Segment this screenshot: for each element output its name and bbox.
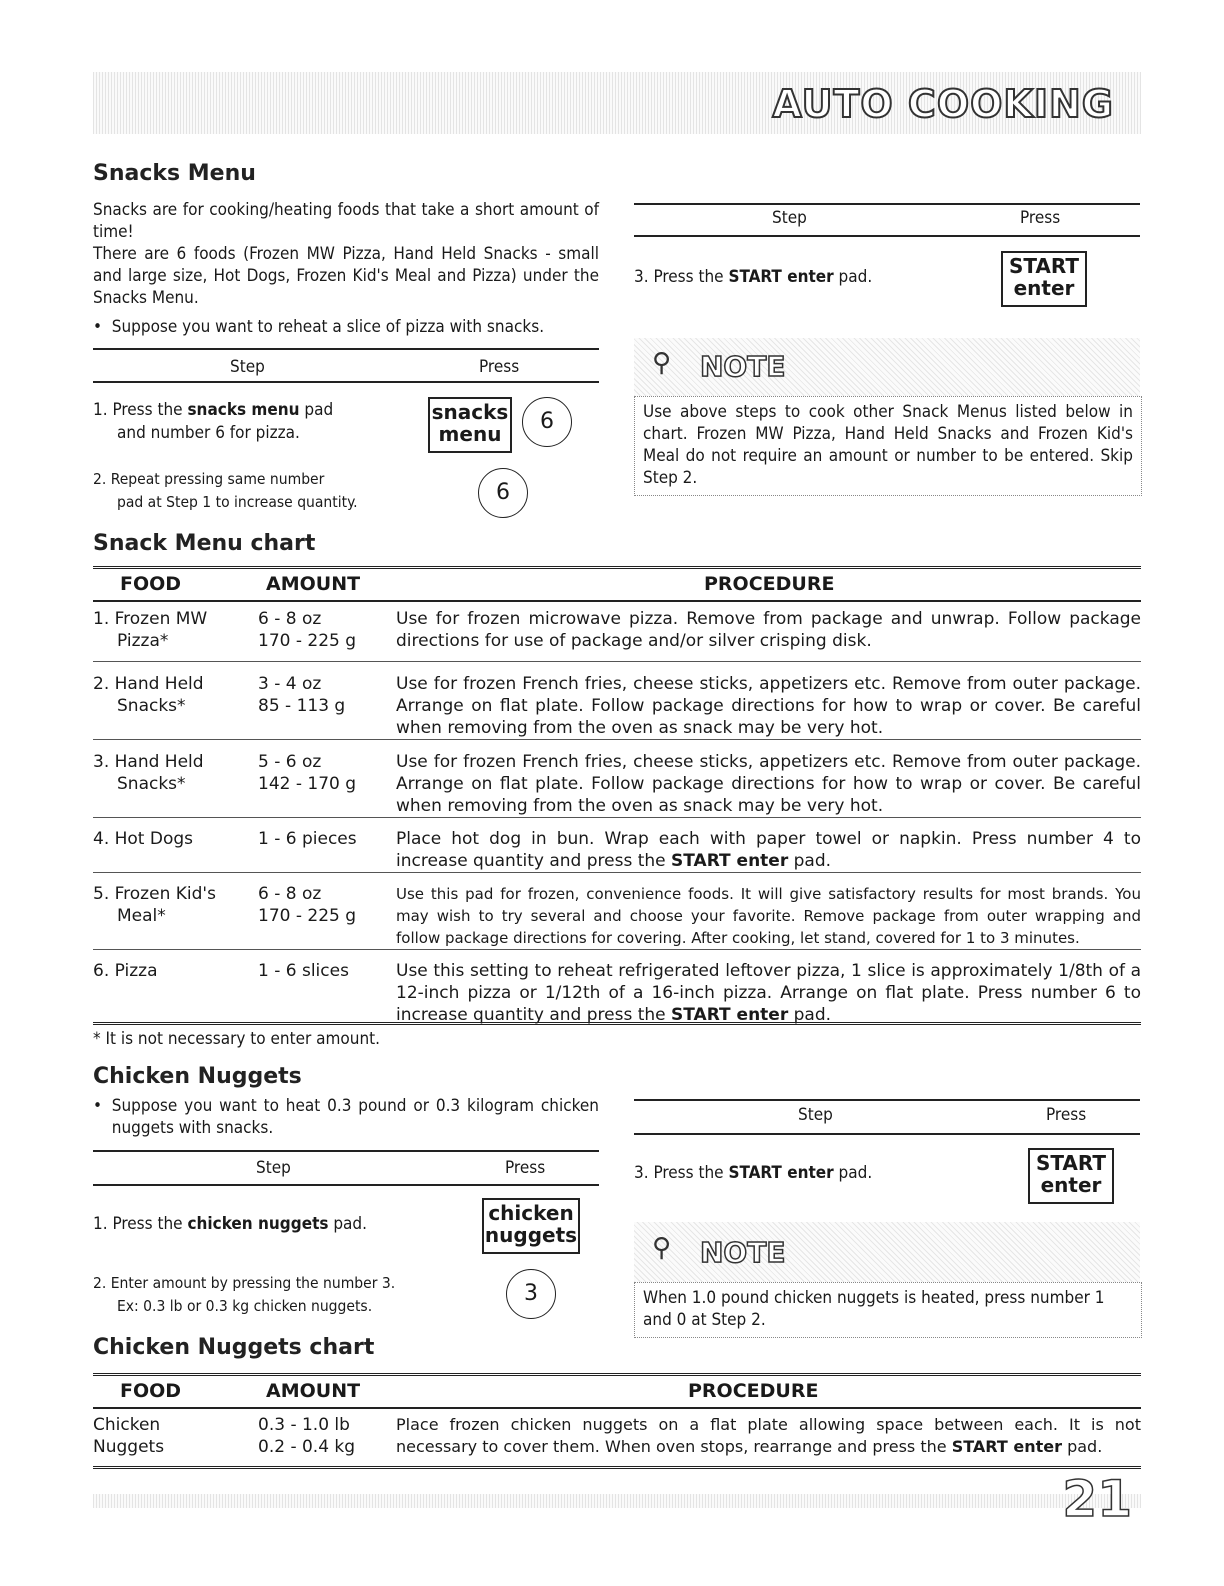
number-6-key[interactable]: 6 [478, 468, 528, 518]
step-bold: START enter [728, 1163, 834, 1183]
food-cell [93, 873, 258, 950]
step-text: pad [299, 400, 334, 420]
key-label: enter [1040, 1173, 1102, 1197]
pushpin-icon: ⚲ [652, 1233, 672, 1263]
snacks-menu-key[interactable] [428, 397, 512, 453]
rule [93, 600, 1141, 602]
amount-cell [258, 1414, 396, 1458]
col-amount: AMOUNT [266, 573, 361, 595]
rule [634, 203, 1140, 205]
procedure-text: pad. [1061, 1437, 1103, 1456]
amount-line: 142 - 170 g [258, 774, 357, 794]
rule [93, 1407, 1141, 1409]
table-row [93, 1414, 1141, 1458]
procedure-bold: START enter [671, 1005, 789, 1025]
amount-cell: 1 - 6 pieces [258, 829, 357, 849]
rule [634, 1133, 1140, 1135]
food-line: Snacks* [117, 774, 186, 794]
procedure-cell [396, 950, 1141, 1027]
step-bold: snacks menu [187, 400, 300, 420]
page-number: 21 [1062, 1470, 1132, 1528]
procedure-cell [396, 1414, 1141, 1458]
snacks-foods: There are 6 foods (Frozen MW Pizza, Hand Held Snacks - small and large size, Hot Dogs, Frozen Kid's Meal and Pizza) under the Snacks Menu. [93, 244, 599, 308]
nuggets-heading: Chicken Nuggets [93, 1064, 302, 1089]
step-text: pad. [328, 1214, 367, 1234]
key-label: snacks [431, 400, 509, 424]
snacks-intro: Snacks are for cooking/heating foods that take a short amount of time! [93, 200, 599, 242]
number-6-key[interactable]: 6 [522, 397, 572, 447]
food-line: Meal* [117, 906, 166, 926]
step-text: pad. [833, 267, 873, 287]
note-title: NOTE [700, 1236, 786, 1269]
rule [93, 1373, 1141, 1376]
rule [634, 235, 1140, 237]
amount-cell [258, 740, 396, 818]
food-line: Nuggets [93, 1437, 165, 1457]
chicken-nuggets-key[interactable] [482, 1198, 580, 1254]
amount-line: 6 - 8 oz [258, 609, 322, 629]
table-row [93, 873, 1141, 950]
key-label: chicken [488, 1201, 574, 1225]
step-text: 1. Press the [93, 1214, 188, 1234]
note-title: NOTE [700, 350, 786, 383]
snack-chart-heading: Snack Menu chart [93, 531, 316, 556]
food-line: 2. Hand Held [93, 674, 204, 694]
rule [93, 1022, 1141, 1025]
step-text: 1. Press the [93, 400, 188, 420]
rule [93, 381, 599, 383]
procedure-bold: START enter [951, 1437, 1062, 1456]
amount-line: 170 - 225 g [258, 631, 357, 651]
nugget-chart-heading: Chicken Nuggets chart [93, 1335, 375, 1360]
table-row [93, 818, 1141, 873]
nuggets-suppose-item [93, 1095, 599, 1139]
snacks-suppose-item [93, 316, 599, 338]
key-label: START [1008, 254, 1080, 278]
pushpin-icon: ⚲ [652, 348, 672, 378]
step-bold: START enter [728, 267, 834, 287]
step-label: Step [772, 208, 807, 228]
key-label: START [1035, 1151, 1107, 1175]
press-label: Press [479, 357, 520, 377]
procedure-text: pad. [788, 851, 832, 871]
procedure-cell [396, 818, 1141, 873]
food-cell [93, 1414, 258, 1458]
amount-cell [258, 873, 396, 950]
nuggets-suppose: Suppose you want to heat 0.3 pound or 0.3 kilogram chicken nuggets with snacks. [111, 1096, 599, 1138]
snacks-heading: Snacks Menu [93, 161, 256, 186]
nuggets-step1 [93, 1213, 367, 1235]
procedure-text: pad. [788, 1005, 832, 1025]
procedure-text: Place hot dog in bun. Wrap each with paper towel or napkin. Press number 4 to increase quantity and press the [396, 829, 1141, 871]
col-procedure: PROCEDURE [688, 1380, 819, 1402]
amount-cell: 1 - 6 slices [258, 961, 349, 981]
key-label: menu [438, 422, 502, 446]
table-row [93, 950, 1141, 1027]
rule [634, 1099, 1140, 1101]
procedure-cell: Use for frozen French fries, cheese sticks, appetizers etc. Remove from outer package. Arrange on flat plate. Follow package directions for how to wrap or cover. Be careful when removing from the oven as snack may be very hot. [396, 752, 1141, 816]
key-label: enter [1013, 276, 1075, 300]
number-3-key[interactable]: 3 [506, 1269, 556, 1319]
nuggets-step3 [634, 1162, 872, 1184]
col-food: FOOD [120, 573, 182, 595]
rule [93, 566, 1141, 569]
step-text: pad. [833, 1163, 873, 1183]
start-enter-key[interactable] [1028, 1148, 1114, 1204]
amount-line: 170 - 225 g [258, 906, 357, 926]
nuggets-step2-line2: Ex: 0.3 lb or 0.3 kg chicken nuggets. [117, 1297, 373, 1315]
start-enter-key[interactable] [1001, 251, 1087, 307]
table-row [93, 608, 1141, 662]
bullet: • [93, 317, 112, 337]
procedure-text: Use this setting to reheat refrigerated leftover pizza, 1 slice is approximately 1/8th of a 12-inch pizza or 1/12th of a 16-inch pizza. Arrange on flat plate. Press number 6 to increase quantity and press the [396, 961, 1141, 1025]
procedure-cell: Use for frozen microwave pizza. Remove from package and unwrap. Follow package directions for use of package and/or silver crisping disk. [396, 609, 1141, 651]
step-text: 3. Press the [634, 1163, 729, 1183]
procedure-text: Place frozen chicken nuggets on a flat plate allowing space between each. It is not necessary to cover them. When oven stops, rearrange and press the [396, 1415, 1141, 1456]
amount-cell [258, 608, 396, 662]
amount-line: 5 - 6 oz [258, 752, 322, 772]
food-line: 5. Frozen Kid's [93, 884, 216, 904]
amount-cell [258, 662, 396, 740]
press-label: Press [1020, 208, 1061, 228]
amount-line: 85 - 113 g [258, 696, 346, 716]
step-label: Step [230, 357, 265, 377]
food-cell: 6. Pizza [93, 961, 158, 981]
snacks-step1-line2: and number 6 for pizza. [117, 423, 300, 443]
snack-footnote: * It is not necessary to enter amount. [93, 1029, 380, 1049]
procedure-cell: Use this pad for frozen, convenience foods. It will give satisfactory results for most brands. You may wish to try several and choose your favorite. Remove package from outer wrapping and follow package directions for covering. After cooking, let stand, covered for 1 to 3 minutes. [396, 885, 1141, 947]
procedure-cell: Use for frozen French fries, cheese sticks, appetizers etc. Remove from outer package. Arrange on flat plate. Follow package directions for how to wrap or cover. Be careful when removing from the oven as snack may be very hot. [396, 674, 1141, 738]
press-label: Press [505, 1158, 546, 1178]
food-line: 1. Frozen MW [93, 609, 208, 629]
rule [93, 348, 599, 350]
step-label: Step [256, 1158, 291, 1178]
food-line: Chicken [93, 1415, 161, 1435]
amount-line: 6 - 8 oz [258, 884, 322, 904]
snacks-suppose: Suppose you want to reheat a slice of pizza with snacks. [111, 317, 545, 337]
nugget-chart-table [93, 1414, 1141, 1458]
col-procedure: PROCEDURE [704, 573, 835, 595]
snacks-step1 [93, 399, 333, 421]
note-text: Use above steps to cook other Snack Menus listed below in chart. Frozen MW Pizza, Hand Held Snacks and Frozen Kid's Meal do not require an amount or number to be entered. Skip Step 2. [643, 402, 1133, 488]
col-food: FOOD [120, 1380, 182, 1402]
food-line: Snacks* [117, 696, 186, 716]
table-row [93, 740, 1141, 818]
step-text: 3. Press the [634, 267, 729, 287]
rule [93, 1466, 1141, 1469]
food-cell [93, 662, 258, 740]
key-label: nuggets [484, 1223, 578, 1247]
table-row [93, 662, 1141, 740]
food-line: 3. Hand Held [93, 752, 204, 772]
snacks-step2-line1: 2. Repeat pressing same number [93, 470, 325, 488]
rule [93, 1184, 599, 1186]
page-title: AUTO COOKING [772, 82, 1114, 126]
footer-band [93, 1494, 1141, 1508]
rule [93, 1150, 599, 1152]
food-cell: 4. Hot Dogs [93, 829, 194, 849]
food-line: Pizza* [117, 631, 169, 651]
note-text: When 1.0 pound chicken nuggets is heated, press number 1 and 0 at Step 2. [643, 1288, 1105, 1330]
press-label: Press [1046, 1105, 1087, 1125]
snacks-step3 [634, 266, 872, 288]
step-label: Step [798, 1105, 833, 1125]
amount-line: 0.3 - 1.0 lb [258, 1415, 350, 1435]
step-bold: chicken nuggets [187, 1214, 329, 1234]
amount-line: 3 - 4 oz [258, 674, 322, 694]
snack-chart-table [93, 608, 1141, 1026]
col-amount: AMOUNT [266, 1380, 361, 1402]
food-cell [93, 608, 258, 662]
snacks-step2-line2: pad at Step 1 to increase quantity. [117, 493, 358, 511]
food-cell [93, 740, 258, 818]
bullet: • [93, 1096, 112, 1116]
amount-line: 0.2 - 0.4 kg [258, 1437, 356, 1457]
procedure-bold: START enter [671, 851, 789, 871]
nuggets-step2-line1: 2. Enter amount by pressing the number 3. [93, 1274, 396, 1292]
